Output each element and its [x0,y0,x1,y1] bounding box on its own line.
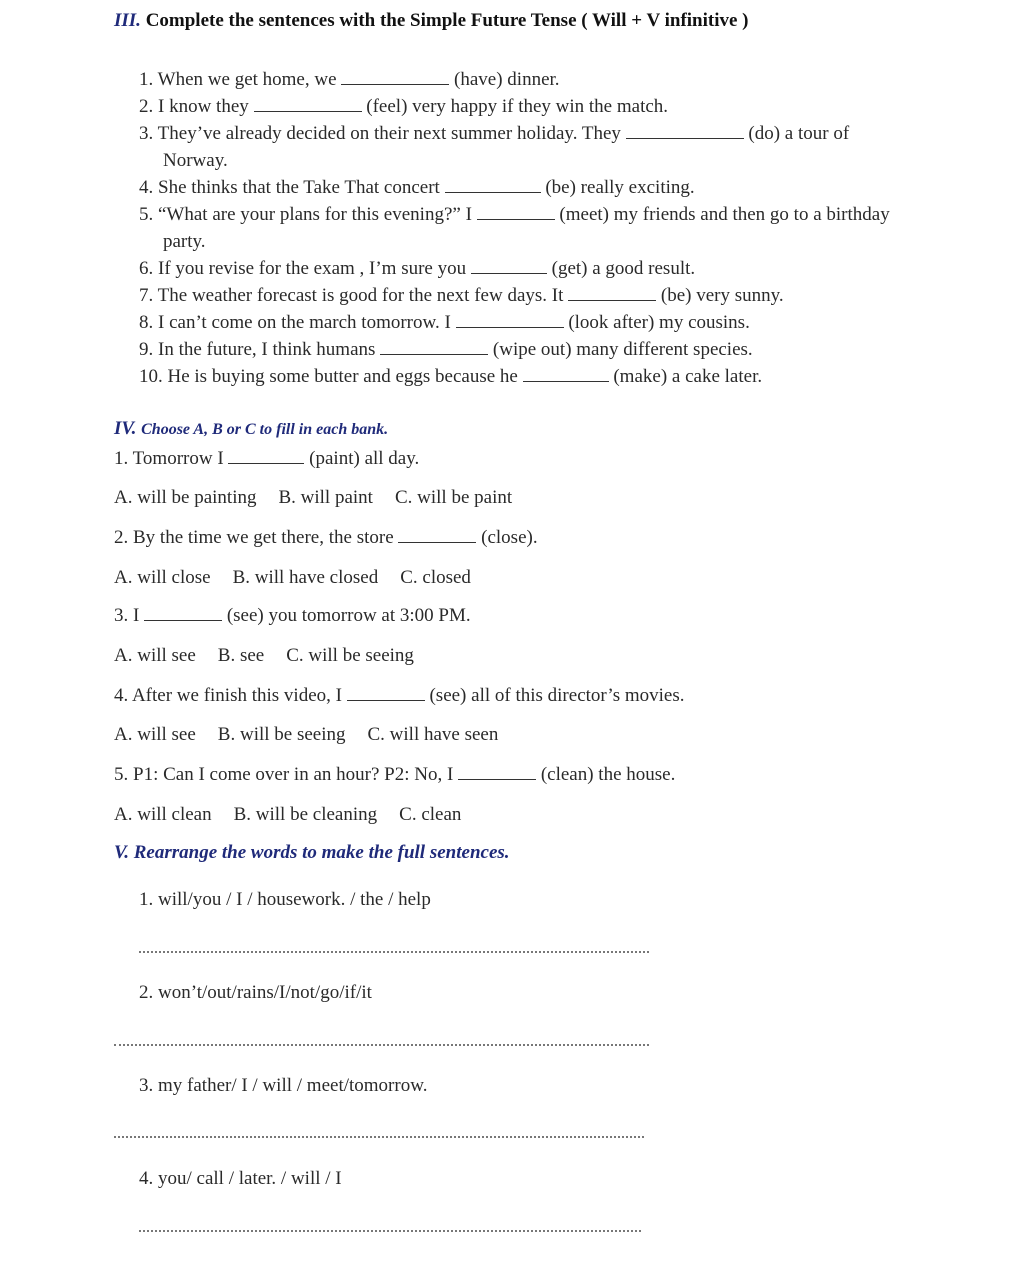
s3-item-6 [139,257,695,281]
section-4-roman: IV. [114,418,137,439]
s4-options-1 [114,486,534,510]
answer-blank[interactable] [477,203,555,220]
item-number: 6. [139,258,154,279]
answer-line[interactable] [114,1136,644,1138]
s5-item-4: 4. you/ call / later. / will / I [139,1168,342,1189]
answer-blank[interactable] [144,604,222,621]
answer-blank[interactable] [341,68,449,85]
s5-item-1: 1. will/you / I / housework. / the / help [139,889,431,910]
answer-blank[interactable] [456,311,564,328]
answer-blank[interactable] [398,526,476,543]
answer-line[interactable] [139,951,649,953]
answer-blank[interactable] [254,95,362,112]
s3-item-3 [139,122,849,146]
answer-blank[interactable] [626,122,744,139]
s4-options-2 [114,566,493,590]
item-text-after: (be) really exciting. [540,177,695,198]
option-a[interactable]: A. will be painting [114,487,257,508]
s3-item-8 [139,311,750,335]
answer-blank[interactable] [568,284,656,301]
section-4-title: Choose A, B or C to fill in each bank. [141,421,389,438]
s4-question-4 [114,684,685,708]
item-number: 4. [139,177,154,198]
s3-item-4 [139,176,695,200]
question-text: 1. Tomorrow I [114,448,229,469]
item-text-after: (make) a cake later. [608,366,763,387]
option-c[interactable]: C. clean [399,804,462,825]
s4-options-4 [114,723,520,747]
item-text: They’ve already decided on their next summer holiday. They [157,123,626,144]
item-number: 2. [139,96,154,117]
question-text-after: (see) all of this director’s movies. [424,685,685,706]
item-text: He is buying some butter and eggs because he [167,366,523,387]
option-a[interactable]: A. will close [114,567,211,588]
s5-item-3: 3. my father/ I / will / meet/tomorrow. [139,1075,428,1096]
option-a[interactable]: A. will clean [114,804,212,825]
s3-item-5 [139,203,890,227]
option-c[interactable]: C. closed [400,567,471,588]
s4-options-5 [114,803,483,827]
item-text-after: (have) dinner. [449,69,560,90]
answer-line[interactable] [139,1230,641,1232]
item-text: “What are your plans for this evening?” I [158,204,477,225]
item-number: 8. [139,312,154,333]
item-text: I can’t come on the march tomorrow. I [158,312,456,333]
item-number: 7. [139,285,154,306]
s3-item-2 [139,95,668,119]
answer-blank[interactable] [523,365,609,382]
option-b[interactable]: B. will be cleaning [233,804,378,825]
item-text: She thinks that the Take That concert [158,177,445,198]
item-text: In the future, I think humans [158,339,381,360]
s4-question-5 [114,763,675,787]
s3-item-1 [139,68,560,92]
item-text: If you revise for the exam , I’m sure you [158,258,471,279]
s4-question-3 [114,604,471,628]
s3-item-5-continued: party. [163,231,206,252]
item-text-after: (get) a good result. [546,258,696,279]
question-text-after: (clean) the house. [536,764,676,785]
question-text: 3. I [114,605,145,626]
option-b[interactable]: B. will be seeing [217,724,346,745]
s3-item-10 [139,365,762,389]
item-number: 5. [139,204,154,225]
option-c[interactable]: C. will be seeing [286,645,414,666]
s4-question-2 [114,526,538,550]
option-b[interactable]: B. will have closed [232,567,379,588]
question-text: 4. After we finish this video, I [114,685,347,706]
item-text: I know they [158,96,254,117]
item-text: The weather forecast is good for the next few days. It [157,285,569,306]
option-c[interactable]: C. will be paint [394,487,513,508]
item-text-after: (feel) very happy if they win the match. [361,96,669,117]
answer-line[interactable] [114,1044,649,1046]
answer-blank[interactable] [380,338,488,355]
option-a[interactable]: A. will see [114,645,196,666]
s3-item-3-continued: Norway. [163,150,228,171]
section-3-title: Complete the sentences with the Simple Future Tense ( Will + V infinitive ) [145,10,749,31]
section-5-title: Rearrange the words to make the full sentences. [133,842,510,863]
question-text-after: (paint) all day. [304,448,420,469]
s3-item-9 [139,338,753,362]
answer-blank[interactable] [347,684,425,701]
question-text-after: (see) you tomorrow at 3:00 PM. [222,605,471,626]
item-text-after: (do) a tour of [743,123,850,144]
option-b[interactable]: B. will paint [278,487,373,508]
s5-item-2: 2. won’t/out/rains/I/not/go/if/it [139,982,372,1003]
item-number: 9. [139,339,154,360]
option-c[interactable]: C. will have seen [367,724,499,745]
section-5-roman: V. [114,842,129,863]
answer-blank[interactable] [445,176,541,193]
s4-options-3 [114,644,436,668]
option-b[interactable]: B. see [217,645,265,666]
section-5-heading [114,842,510,864]
item-text-after: (wipe out) many different species. [488,339,753,360]
question-text: 5. P1: Can I come over in an hour? P2: No, I [114,764,459,785]
question-text-after: (close). [476,527,538,548]
answer-blank[interactable] [458,763,536,780]
s4-question-1 [114,447,419,471]
section-4-heading [114,418,388,440]
item-number: 10. [139,366,163,387]
item-text: When we get home, we [157,69,342,90]
section-3-roman: III. [114,10,141,31]
item-text-after: (be) very sunny. [656,285,784,306]
section-3-heading [114,10,749,32]
item-text-after: (look after) my cousins. [563,312,750,333]
option-a[interactable]: A. will see [114,724,196,745]
item-text-after: (meet) my friends and then go to a birthday [554,204,890,225]
answer-blank[interactable] [228,447,304,464]
answer-blank[interactable] [471,257,547,274]
item-number: 3. [139,123,154,144]
question-text: 2. By the time we get there, the store [114,527,399,548]
item-number: 1. [139,69,154,90]
s3-item-7 [139,284,784,308]
